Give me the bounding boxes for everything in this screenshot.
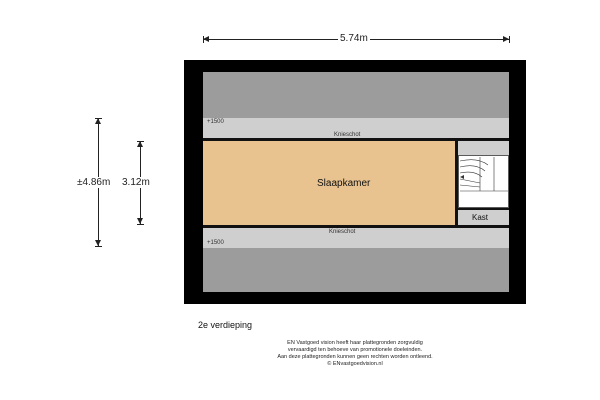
closet-label: Kast [472, 213, 489, 222]
attic-zone-bottom-dark [203, 248, 509, 292]
disclaimer [200, 340, 510, 368]
width-dimension-label: 5.74m [340, 33, 368, 44]
room-label: Slaapkamer [317, 178, 371, 189]
height-total-label: ±4.86m [77, 177, 111, 188]
knee-wall-bottom-label: Knieschot [329, 229, 356, 235]
width-tick-right [509, 36, 510, 43]
stair-icon [458, 155, 509, 208]
floor-title: 2e verdieping [198, 320, 253, 330]
height-total-tick-top [95, 118, 102, 119]
height-marker-top: +1500 [207, 119, 224, 125]
stair-top-zone [458, 141, 509, 155]
height-inner-tick-bottom [137, 224, 144, 225]
height-inner-tick-top [137, 141, 144, 142]
disclaimer-line: Aan deze plattegronden kunnen geen rechten worden ontleend. [277, 354, 433, 360]
height-inner-label: 3.12m [122, 177, 150, 188]
disclaimer-line: EN Vastgoed vision heeft haar plattegronden zorgvuldig [287, 340, 423, 346]
attic-zone-bottom-light [203, 228, 509, 248]
knee-wall-top-label: Knieschot [334, 132, 361, 138]
stair-area [458, 155, 509, 208]
closet-wall [458, 208, 509, 210]
height-total-tick-bottom [95, 246, 102, 247]
disclaimer-line: © ENvastgoedvision.nl [327, 361, 383, 367]
width-tick-left [203, 36, 204, 43]
disclaimer-line: vervaardigd ten behoeve van promotionele doeleinden. [287, 347, 423, 353]
height-marker-bottom: +1500 [207, 240, 224, 246]
attic-zone-top-dark [203, 72, 509, 118]
